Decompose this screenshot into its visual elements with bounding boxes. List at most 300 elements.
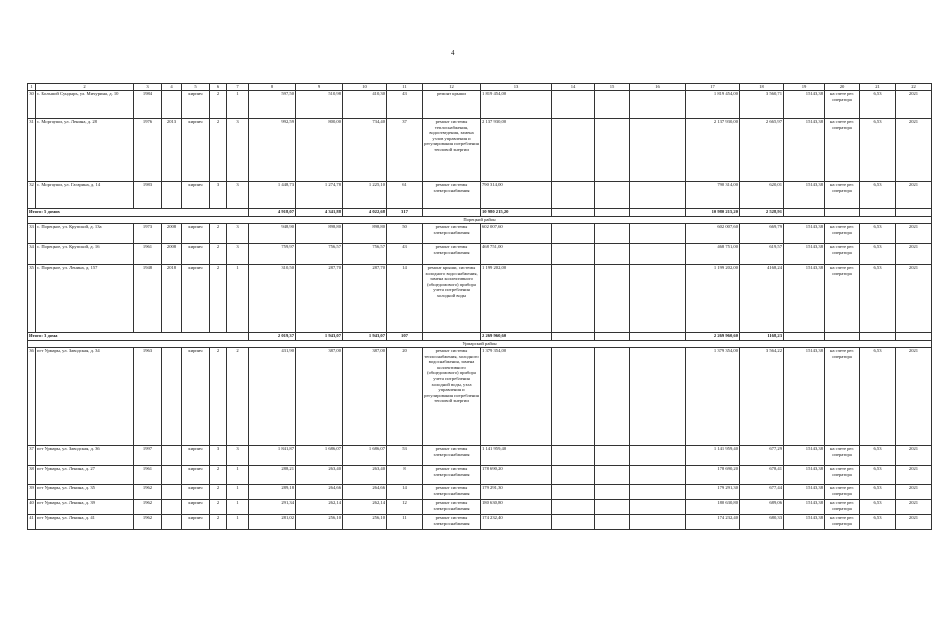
- row-number: 32: [28, 182, 36, 209]
- works-cost: 10 980 215,20: [481, 209, 552, 217]
- column-number: 22: [896, 84, 932, 91]
- premises-area: 1 686,07: [296, 446, 343, 466]
- empty-cell: [896, 209, 932, 217]
- works-cost: 1 199 202,00: [481, 265, 552, 333]
- address-cell: пгт Урмары, ул. Ленина, д. 27: [36, 466, 134, 485]
- works-type: ремонт системы электроснабжения: [423, 224, 481, 244]
- fee-rate: 6,53: [860, 244, 896, 265]
- column-number: 13: [481, 84, 552, 91]
- unit-cost: 689,06: [740, 500, 784, 515]
- works-cost: 2 269 960,60: [481, 333, 552, 341]
- empty-cell: [552, 209, 595, 217]
- max-unit-cost: 15143,38: [784, 91, 825, 119]
- total-row: [28, 209, 932, 217]
- address-cell: пгт Урмары, ул. Заводская, д. 34: [36, 348, 134, 446]
- works-cost-total: 2 137 930,00: [686, 119, 740, 182]
- address-cell: с. Порецкое, ул. Крупской, д. 16: [36, 244, 134, 265]
- year-built: 1983: [134, 182, 162, 209]
- works-type: ремонт крыши, системы холодного водоснабжения, замена коллективного (общедомового) прибора учета потребления холодной воды: [423, 265, 481, 333]
- total-area: 1 841,87: [249, 446, 296, 466]
- works-type: ремонт системы теплоснабжения, холодного водоснабжения, замена коллективного (общедомового) прибора учета потребления холодной воды, узла управления и регулирования потребления тепловой энергии: [423, 348, 481, 446]
- max-unit-cost: 15143,38: [784, 515, 825, 530]
- empty-cell: [595, 333, 630, 341]
- works-cost: 468 751,00: [481, 244, 552, 265]
- entrances-count: 2: [227, 348, 249, 446]
- year-built: 1973: [134, 224, 162, 244]
- residents-count: 8: [387, 466, 423, 485]
- total-area: 597,50: [249, 91, 296, 119]
- wall-material: кирпич: [182, 515, 210, 530]
- works-type: ремонт системы электроснабжения: [423, 485, 481, 500]
- row-number: 31: [28, 119, 36, 182]
- premises-area: 387,00: [296, 348, 343, 446]
- year-reconstructed: [162, 485, 182, 500]
- row-number: 35: [28, 265, 36, 333]
- wall-material: кирпич: [182, 244, 210, 265]
- works-cost-total: 2 269 960,60: [686, 333, 740, 341]
- max-unit-cost: 15143,38: [784, 182, 825, 209]
- unit-cost: 677,29: [740, 446, 784, 466]
- unit-cost: 2 665,97: [740, 119, 784, 182]
- empty-cell: [630, 265, 686, 333]
- works-cost: 180 630,80: [481, 500, 552, 515]
- address-cell: с. Большой Сундырь, ул. Мичурина, д. 10: [36, 91, 134, 119]
- residential-area: 1 225,10: [343, 182, 387, 209]
- works-cost-total: 1 199 202,00: [686, 265, 740, 333]
- planned-year: 2021: [896, 91, 932, 119]
- premises-area: 510,98: [296, 91, 343, 119]
- empty-cell: [630, 91, 686, 119]
- floors-count: 2: [210, 485, 227, 500]
- residents-count: 12: [387, 500, 423, 515]
- residential-area: 734,40: [343, 119, 387, 182]
- unit-cost: 677,44: [740, 485, 784, 500]
- table-row: [28, 466, 932, 485]
- residents-count: 61: [387, 182, 423, 209]
- table-row: [28, 446, 932, 466]
- floors-count: 2: [210, 244, 227, 265]
- residents-count: 50: [387, 224, 423, 244]
- planned-year: 2021: [896, 466, 932, 485]
- table-row: [28, 485, 932, 500]
- empty-cell: [630, 119, 686, 182]
- residential-area: 262,14: [343, 500, 387, 515]
- row-number: 41: [28, 515, 36, 530]
- works-type: ремонт крыши: [423, 91, 481, 119]
- total-area: 281,02: [249, 515, 296, 530]
- year-reconstructed: [162, 91, 182, 119]
- year-built: 1948: [134, 265, 162, 333]
- max-unit-cost: 15143,38: [784, 224, 825, 244]
- fund-account: на счете рег. оператора: [825, 466, 860, 485]
- table-row: [28, 182, 932, 209]
- empty-cell: [552, 91, 595, 119]
- works-cost-total: 1 141 959,40: [686, 446, 740, 466]
- residents-count: 14: [387, 485, 423, 500]
- wall-material: кирпич: [182, 466, 210, 485]
- unit-cost: 678,41: [740, 466, 784, 485]
- year-reconstructed: [162, 515, 182, 530]
- total-area: 431,90: [249, 348, 296, 446]
- works-cost-total: 468 751,00: [686, 244, 740, 265]
- works-cost: 790 314,00: [481, 182, 552, 209]
- empty-cell: [825, 333, 860, 341]
- fund-account: на счете рег. оператора: [825, 224, 860, 244]
- row-number: 37: [28, 446, 36, 466]
- year-reconstructed: [162, 466, 182, 485]
- table-row: [28, 91, 932, 119]
- address-cell: пгт Урмары, ул. Ленина, д. 41: [36, 515, 134, 530]
- wall-material: кирпич: [182, 265, 210, 333]
- empty-cell: [784, 209, 825, 217]
- residential-area: 387,00: [343, 348, 387, 446]
- works-cost-total: 1 819 454,00: [686, 91, 740, 119]
- empty-cell: [595, 209, 630, 217]
- capital-repair-register-table: [27, 83, 932, 530]
- planned-year: 2021: [896, 182, 932, 209]
- year-reconstructed: [162, 182, 182, 209]
- entrances-count: 1: [227, 466, 249, 485]
- wall-material: кирпич: [182, 91, 210, 119]
- empty-cell: [860, 333, 896, 341]
- max-unit-cost: 15143,38: [784, 119, 825, 182]
- residential-area: 1 943,07: [343, 333, 387, 341]
- residential-area: 256,10: [343, 515, 387, 530]
- residential-area: 756,57: [343, 244, 387, 265]
- address-cell: пгт Урмары, ул. Ленина, д. 35: [36, 485, 134, 500]
- total-area: 289,18: [249, 485, 296, 500]
- column-number: 10: [343, 84, 387, 91]
- planned-year: 2021: [896, 119, 932, 182]
- row-number: 33: [28, 224, 36, 244]
- residents-count: 107: [387, 333, 423, 341]
- year-reconstructed: 2013: [162, 119, 182, 182]
- premises-area: 1 943,07: [296, 333, 343, 341]
- works-cost-total: 10 980 215,20: [686, 209, 740, 217]
- empty-cell: [630, 515, 686, 530]
- wall-material: кирпич: [182, 224, 210, 244]
- total-area: 310,50: [249, 265, 296, 333]
- row-number: 40: [28, 500, 36, 515]
- column-number: 8: [249, 84, 296, 91]
- max-unit-cost: 15143,38: [784, 446, 825, 466]
- unit-cost: 3 564,22: [740, 348, 784, 446]
- empty-cell: [595, 485, 630, 500]
- premises-area: 1 274,78: [296, 182, 343, 209]
- fee-rate: 6,53: [860, 348, 896, 446]
- column-number: 3: [134, 84, 162, 91]
- year-built: 1962: [134, 515, 162, 530]
- empty-cell: [595, 348, 630, 446]
- total-area: 759,97: [249, 244, 296, 265]
- total-area: 992,59: [249, 119, 296, 182]
- fund-account: на счете рег. оператора: [825, 182, 860, 209]
- max-unit-cost: 15143,38: [784, 244, 825, 265]
- residential-area: 263,40: [343, 466, 387, 485]
- year-built: 1962: [134, 485, 162, 500]
- table-row: [28, 265, 932, 333]
- total-area: 948,90: [249, 224, 296, 244]
- column-number: 21: [860, 84, 896, 91]
- empty-cell: [630, 182, 686, 209]
- fee-rate: 6,53: [860, 182, 896, 209]
- total-area: 4 918,07: [249, 209, 296, 217]
- residential-area: 264,66: [343, 485, 387, 500]
- district-row: [28, 217, 932, 224]
- empty-cell: [860, 209, 896, 217]
- address-cell: пгт Урмары, ул. Ленина, д. 39: [36, 500, 134, 515]
- works-cost-total: 180 630,80: [686, 500, 740, 515]
- year-built: 1976: [134, 119, 162, 182]
- empty-cell: [595, 244, 630, 265]
- floors-count: 3: [210, 182, 227, 209]
- premises-area: 256,10: [296, 515, 343, 530]
- empty-cell: [552, 224, 595, 244]
- address-cell: с. Моргауши, ул. Гагарина, д. 14: [36, 182, 134, 209]
- column-number: 7: [227, 84, 249, 91]
- total-row: [28, 333, 932, 341]
- empty-cell: [595, 466, 630, 485]
- premises-area: 263,40: [296, 466, 343, 485]
- empty-cell: [595, 265, 630, 333]
- fee-rate: 6,53: [860, 500, 896, 515]
- fee-rate: 6,53: [860, 466, 896, 485]
- row-number: 36: [28, 348, 36, 446]
- table-row: [28, 119, 932, 182]
- empty-cell: [423, 209, 481, 217]
- fund-account: на счете рег. оператора: [825, 265, 860, 333]
- address-cell: с. Порецкое, ул. Ленина, д. 157: [36, 265, 134, 333]
- premises-area: 264,66: [296, 485, 343, 500]
- residential-area: 287,70: [343, 265, 387, 333]
- residents-count: 43: [387, 91, 423, 119]
- fund-account: на счете рег. оператора: [825, 119, 860, 182]
- district-name: Порецкий район: [28, 217, 932, 224]
- residential-area: 1 686,07: [343, 446, 387, 466]
- empty-cell: [630, 333, 686, 341]
- unit-cost: 669,79: [740, 224, 784, 244]
- empty-cell: [552, 333, 595, 341]
- unit-cost: 680,33: [740, 515, 784, 530]
- fund-account: на счете рег. оператора: [825, 515, 860, 530]
- floors-count: 2: [210, 91, 227, 119]
- residents-count: 20: [387, 348, 423, 446]
- column-number: 6: [210, 84, 227, 91]
- address-cell: с. Порецкое, ул. Крупской, д. 13а: [36, 224, 134, 244]
- works-cost: 1 141 959,40: [481, 446, 552, 466]
- empty-cell: [630, 446, 686, 466]
- works-cost: 1 819 454,00: [481, 91, 552, 119]
- column-number: 14: [552, 84, 595, 91]
- column-number: 18: [740, 84, 784, 91]
- works-type: ремонт системы электроснабжения: [423, 500, 481, 515]
- empty-cell: [784, 333, 825, 341]
- row-number: 34: [28, 244, 36, 265]
- table-row: [28, 500, 932, 515]
- empty-cell: [630, 348, 686, 446]
- column-number: 1: [28, 84, 36, 91]
- planned-year: 2021: [896, 224, 932, 244]
- fund-account: на счете рег. оператора: [825, 446, 860, 466]
- floors-count: 2: [210, 224, 227, 244]
- floors-count: 2: [210, 348, 227, 446]
- floors-count: 2: [210, 119, 227, 182]
- column-number: 17: [686, 84, 740, 91]
- table-row: [28, 244, 932, 265]
- entrances-count: 3: [227, 182, 249, 209]
- works-cost: 174 232,40: [481, 515, 552, 530]
- empty-cell: [552, 182, 595, 209]
- year-reconstructed: [162, 446, 182, 466]
- empty-cell: [630, 466, 686, 485]
- column-number: 19: [784, 84, 825, 91]
- empty-cell: [552, 466, 595, 485]
- empty-cell: [552, 485, 595, 500]
- residents-count: 317: [387, 209, 423, 217]
- empty-cell: [896, 333, 932, 341]
- total-label: Итого: 5 домов: [28, 209, 249, 217]
- floors-count: 2: [210, 265, 227, 333]
- entrances-count: 3: [227, 119, 249, 182]
- empty-cell: [595, 515, 630, 530]
- empty-cell: [595, 119, 630, 182]
- unit-cost: 4168,24: [740, 265, 784, 333]
- district-name: Урмарский район: [28, 341, 932, 348]
- premises-area: 756,57: [296, 244, 343, 265]
- unit-cost: 619,57: [740, 244, 784, 265]
- empty-cell: [595, 446, 630, 466]
- fund-account: на счете рег. оператора: [825, 91, 860, 119]
- year-built: 1984: [134, 91, 162, 119]
- works-type: ремонт системы электроснабжения: [423, 466, 481, 485]
- works-type: ремонт системы теплоснабжения, водоотведения, замена узлов управления и регулирования потребления тепловой энергии: [423, 119, 481, 182]
- works-cost-total: 602 007,60: [686, 224, 740, 244]
- wall-material: кирпич: [182, 446, 210, 466]
- works-type: ремонт системы электроснабжения: [423, 182, 481, 209]
- unit-cost: 620,01: [740, 182, 784, 209]
- empty-cell: [630, 485, 686, 500]
- column-number: 16: [630, 84, 686, 91]
- wall-material: кирпич: [182, 182, 210, 209]
- empty-cell: [825, 209, 860, 217]
- premises-area: 800,00: [296, 119, 343, 182]
- fee-rate: 6,53: [860, 485, 896, 500]
- floors-count: 2: [210, 466, 227, 485]
- works-cost-total: 179 291,30: [686, 485, 740, 500]
- premises-area: 898,80: [296, 224, 343, 244]
- fee-rate: 6,53: [860, 515, 896, 530]
- works-cost-total: 1 379 354,00: [686, 348, 740, 446]
- entrances-count: 1: [227, 265, 249, 333]
- floors-count: 2: [210, 500, 227, 515]
- residential-area: 898,80: [343, 224, 387, 244]
- empty-cell: [595, 500, 630, 515]
- wall-material: кирпич: [182, 348, 210, 446]
- year-reconstructed: 2018: [162, 265, 182, 333]
- table-row: [28, 348, 932, 446]
- column-number: 15: [595, 84, 630, 91]
- residents-count: 14: [387, 265, 423, 333]
- works-type: ремонт системы электроснабжения: [423, 244, 481, 265]
- residential-area: 4 022,68: [343, 209, 387, 217]
- residents-count: 37: [387, 119, 423, 182]
- year-built: 1997: [134, 446, 162, 466]
- column-number: 12: [423, 84, 481, 91]
- works-type: ремонт системы электроснабжения: [423, 515, 481, 530]
- empty-cell: [630, 209, 686, 217]
- fund-account: на счете рег. оператора: [825, 500, 860, 515]
- column-number: 5: [182, 84, 210, 91]
- max-unit-cost: 15143,38: [784, 466, 825, 485]
- fee-rate: 6,53: [860, 224, 896, 244]
- year-built: 1961: [134, 466, 162, 485]
- residents-count: 43: [387, 244, 423, 265]
- empty-cell: [552, 119, 595, 182]
- works-cost: 178 690,20: [481, 466, 552, 485]
- column-number: 20: [825, 84, 860, 91]
- planned-year: 2021: [896, 485, 932, 500]
- works-cost: 1 379 354,00: [481, 348, 552, 446]
- planned-year: 2021: [896, 500, 932, 515]
- column-number-row: [28, 84, 932, 91]
- empty-cell: [552, 348, 595, 446]
- works-cost: 2 137 930,00: [481, 119, 552, 182]
- total-area: 1 448,73: [249, 182, 296, 209]
- wall-material: кирпич: [182, 485, 210, 500]
- entrances-count: 1: [227, 515, 249, 530]
- column-number: 11: [387, 84, 423, 91]
- column-number: 2: [36, 84, 134, 91]
- total-area: 288,21: [249, 466, 296, 485]
- planned-year: 2021: [896, 348, 932, 446]
- empty-cell: [552, 515, 595, 530]
- entrances-count: 1: [227, 500, 249, 515]
- fee-rate: 6,53: [860, 446, 896, 466]
- max-unit-cost: 15143,38: [784, 265, 825, 333]
- fee-rate: 6,53: [860, 91, 896, 119]
- wall-material: кирпич: [182, 119, 210, 182]
- works-cost: 602 007,60: [481, 224, 552, 244]
- entrances-count: 3: [227, 224, 249, 244]
- year-reconstructed: 2008: [162, 244, 182, 265]
- works-cost-total: 174 232,40: [686, 515, 740, 530]
- works-type: ремонт системы электроснабжения: [423, 446, 481, 466]
- total-area: 291,34: [249, 500, 296, 515]
- works-cost-total: 178 690,20: [686, 466, 740, 485]
- entrances-count: 3: [227, 446, 249, 466]
- row-number: 38: [28, 466, 36, 485]
- year-reconstructed: 2008: [162, 224, 182, 244]
- fund-account: на счете рег. оператора: [825, 348, 860, 446]
- residents-count: 53: [387, 446, 423, 466]
- fee-rate: 6,53: [860, 119, 896, 182]
- max-unit-cost: 15143,38: [784, 485, 825, 500]
- premises-area: 287,70: [296, 265, 343, 333]
- year-built: 1963: [134, 348, 162, 446]
- floors-count: 2: [210, 515, 227, 530]
- fund-account: на счете рег. оператора: [825, 485, 860, 500]
- empty-cell: [595, 182, 630, 209]
- works-cost-total: 790 314,00: [686, 182, 740, 209]
- empty-cell: [630, 500, 686, 515]
- entrances-count: 1: [227, 485, 249, 500]
- empty-cell: [552, 265, 595, 333]
- column-number: 4: [162, 84, 182, 91]
- total-area: 2 019,37: [249, 333, 296, 341]
- planned-year: 2021: [896, 515, 932, 530]
- planned-year: 2021: [896, 446, 932, 466]
- address-cell: с. Моргауши, ул. Ленина, д. 28: [36, 119, 134, 182]
